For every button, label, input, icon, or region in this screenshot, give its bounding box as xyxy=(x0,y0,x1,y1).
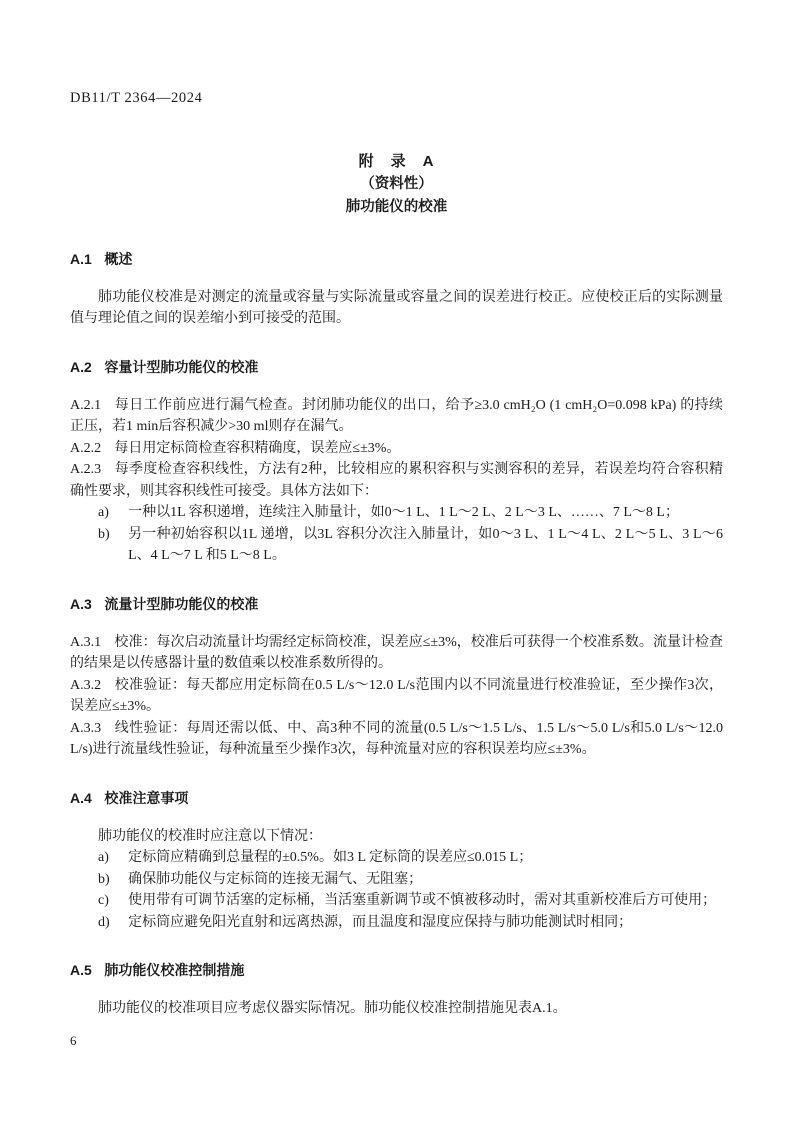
section-a5 xyxy=(70,960,723,1020)
section-a4-heading xyxy=(70,788,723,809)
list-marker: b) xyxy=(98,871,110,887)
list-item xyxy=(70,524,723,567)
section-a4 xyxy=(70,788,723,934)
clause-text: 线性验证：每周还需以低、中、高3种不同的流量(0.5 L/s～1.5 L/s、1.5 L/s～5.0 L/s和5.0 L/s～12.0 L/s)进行流量线性验证，每种流量至少操作3次，每种流量对应的容积误差均应≤±3%。 xyxy=(70,720,723,757)
list-text: 另一种初始容积以1L 递增，以3L 容积分次注入肺量计，如0～3 L、1 L～4 L、2 L～5 L、3 L～6 L、4 L～7 L 和5 L～8 L。 xyxy=(128,526,723,563)
paragraph: 肺功能仪校准是对测定的流量或容量与实际流量或容量之间的误差进行校正。应使校正后的实际测量值与理论值之间的误差缩小到可接受的范围。 xyxy=(70,289,723,326)
section-a1-heading xyxy=(70,249,723,270)
paragraph: 肺功能仪的校准时应注意以下情况： xyxy=(98,828,322,844)
section-title: 校准注意事项 xyxy=(104,789,189,806)
clause-number: A.3.1 xyxy=(70,634,102,650)
section-title: 流量计型肺功能仪的校准 xyxy=(104,595,259,612)
section-number: A.3 xyxy=(70,595,92,612)
section-a3-heading xyxy=(70,594,723,615)
clause-number: A.3.2 xyxy=(70,677,102,693)
list-item xyxy=(70,847,723,869)
list-item xyxy=(70,890,723,912)
section-number: A.4 xyxy=(70,789,92,806)
list-text: 定标筒应避免阳光直射和远离热源，而且温度和湿度应保持与肺功能测试时相同； xyxy=(128,914,633,930)
clause-text: 每日用定标筒检查容积精确度，误差应≤±3%。 xyxy=(114,440,401,456)
clause-number: A.3.3 xyxy=(70,720,102,736)
clause-text: 校准：每次启动流量计均需经定标筒校准，误差应≤±3%，校准后可获得一个校准系数。流量计检查的结果是以传感器计量的数值乘以校准系数所得的。 xyxy=(70,634,723,671)
section-title: 概述 xyxy=(104,250,133,267)
appendix-subject: 肺功能仪的校准 xyxy=(345,198,448,215)
appendix-label: 附 录 A xyxy=(358,152,435,170)
section-a2 xyxy=(70,357,723,567)
section-number: A.5 xyxy=(70,962,92,978)
list-marker: b) xyxy=(98,526,110,542)
list-text: 一种以1L 容积递增，连续注入肺量计，如0～1 L、1 L～2 L、2 L～3 L、……、7 L～8 L； xyxy=(128,505,679,520)
list-marker: c) xyxy=(98,893,109,908)
clause-number: A.2.1 xyxy=(70,397,102,413)
list-item xyxy=(70,502,723,524)
clause-text: 校准验证：每天都应用定标筒在0.5 L/s～12.0 L/s范围内以不同流量进行校准验证，至少操作3次，误差应≤±3%。 xyxy=(70,677,723,714)
list-marker: a) xyxy=(98,850,109,865)
clause xyxy=(70,438,723,460)
list-text: 使用带有可调节活塞的定标桶，当活塞重新调节或不慎被移动时，需对其重新校准后方可使用； xyxy=(128,893,717,908)
section-a1 xyxy=(70,249,723,330)
page-number: 6 xyxy=(70,1032,77,1048)
section-a5-heading xyxy=(70,960,723,981)
list-marker: a) xyxy=(98,505,109,520)
list-text: 确保肺功能仪与定标筒的连接无漏气、无阻塞； xyxy=(128,871,423,887)
section-number: A.2 xyxy=(70,358,92,375)
appendix-title-block xyxy=(70,150,723,219)
clause-text: 每季度检查容积线性，方法有2种，比较相应的累积容积与实测容积的差异，若误差均符合容积精确性要求，则其容积线性可接受。具体方法如下： xyxy=(70,462,723,499)
clause-number: A.2.3 xyxy=(70,462,102,477)
list-text: 定标筒应精确到总量程的±0.5%。如3 L 定标筒的误差应≤0.015 L； xyxy=(128,850,533,865)
list-item xyxy=(70,869,723,891)
paragraph: 肺功能仪的校准项目应考虑仪器实际情况。肺功能仪校准控制措施见表A.1。 xyxy=(98,1001,567,1016)
list-marker: d) xyxy=(98,914,110,930)
section-title: 肺功能仪校准控制措施 xyxy=(104,962,245,978)
doc-number: DB11/T 2364—2024 xyxy=(70,90,203,106)
appendix-type-note: （资料性） xyxy=(360,175,433,192)
section-a3 xyxy=(70,594,723,761)
clause xyxy=(70,395,723,438)
list-item xyxy=(70,912,723,934)
clause-text: 每日工作前应进行漏气检查。封闭肺功能仪的出口，给予≥3.0 cmH₂O (1 cmH₂O=0.098 kPa) 的持续正压，若1 min后容积减少>30 ml则存在漏气。 xyxy=(70,397,723,434)
section-number: A.1 xyxy=(70,250,92,267)
clause xyxy=(70,675,723,718)
section-title: 容量计型肺功能仪的校准 xyxy=(104,358,259,375)
clause-number: A.2.2 xyxy=(70,440,102,456)
clause xyxy=(70,718,723,761)
clause xyxy=(70,632,723,675)
section-a2-heading xyxy=(70,357,723,378)
clause xyxy=(70,459,723,502)
